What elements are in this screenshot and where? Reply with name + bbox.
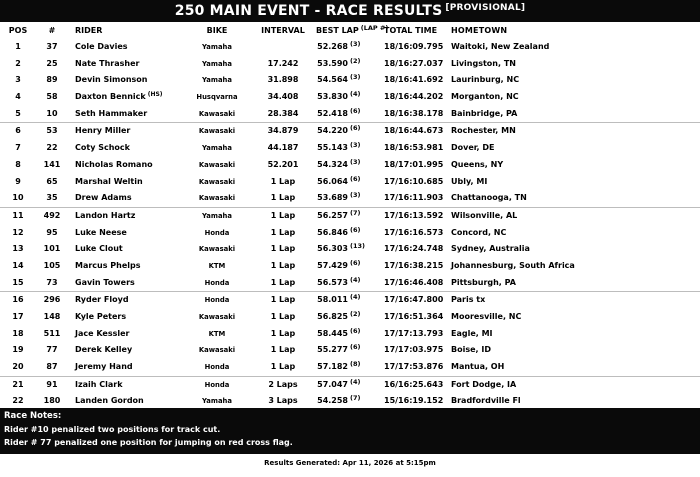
header-interval: INTERVAL	[261, 26, 305, 35]
bike-cell: Honda	[204, 363, 230, 372]
number-cell: 492	[43, 210, 61, 220]
hometown-cell: Mantua, OH	[451, 362, 505, 372]
results-generated: Results Generated: Apr 11, 2026 at 5:15pm	[264, 459, 436, 467]
pos-cell: 5	[15, 108, 21, 118]
pos-cell: 12	[12, 227, 24, 237]
pos-cell: 13	[12, 244, 24, 254]
interval-cell: 1 Lap	[270, 260, 296, 270]
bike-cell: Kawasaki	[198, 245, 236, 254]
best-lap-cell: 57.429 $^{(6)}$	[317, 258, 361, 270]
pos-cell: 15	[12, 277, 24, 287]
lap-number: (7)	[350, 394, 361, 403]
number-cell: 91	[46, 379, 58, 389]
race-notes	[0, 408, 700, 454]
rider-tag: (HS)	[147, 91, 163, 99]
bike-cell: Kawasaki	[198, 194, 236, 203]
interval-cell: 1 Lap	[270, 328, 296, 338]
rider-cell: Kyle Peters	[75, 312, 127, 321]
number-cell: 148	[43, 312, 61, 321]
best-lap-cell: 58.011 $^{(4)}$	[317, 293, 361, 305]
best-lap-cell: 52.268 $^{(3)}$	[317, 40, 361, 51]
number-cell: 65	[46, 176, 58, 186]
bike-cell: Kawasaki	[198, 313, 236, 321]
rider-cell: Jeremy Hand	[75, 362, 133, 372]
interval-cell: 1 Lap	[270, 244, 296, 254]
number-cell: 105	[43, 260, 61, 270]
total-time-cell: 17/16:13.592	[384, 210, 444, 220]
interval-cell: 3 Laps	[268, 396, 298, 406]
interval-cell: 2 Laps	[268, 379, 298, 389]
rider-cell: Landen Gordon	[75, 396, 144, 406]
hometown-cell: Concord, NC	[451, 227, 507, 237]
interval-cell: 52.201	[267, 159, 299, 169]
total-time-cell: 17/16:51.364	[384, 312, 444, 321]
lap-number: (3)	[350, 141, 361, 150]
table-row	[0, 225, 700, 242]
best-lap-cell: 54.324 $^{(3)}$	[317, 157, 361, 169]
pos-cell: 1	[15, 42, 21, 51]
lap-number: (6)	[350, 343, 361, 352]
bike-cell: Honda	[204, 380, 230, 389]
total-time-cell: 18/16:09.795	[384, 42, 444, 51]
hometown-cell: Rochester, MN	[451, 126, 516, 136]
pos-cell: 9	[15, 176, 21, 186]
header-rider: RIDER	[75, 26, 103, 35]
table-row	[0, 106, 700, 123]
number-cell: 511	[43, 328, 61, 338]
rider-cell: Nate Thrasher	[75, 58, 140, 68]
hometown-cell: Livingston, TN	[451, 58, 516, 68]
interval-cell: 1 Lap	[270, 277, 296, 287]
total-time-cell: 16/16:25.643	[384, 379, 444, 389]
hometown-cell: Sydney, Australia	[451, 244, 530, 254]
best-lap-cell: 57.047 $^{(4)}$	[317, 377, 361, 389]
number-cell: 87	[46, 362, 58, 372]
bike-cell: Honda	[204, 278, 230, 287]
table-row	[0, 174, 700, 191]
pos-cell: 3	[15, 75, 21, 85]
bike-cell: Yamaha	[202, 144, 232, 153]
best-lap-cell: 53.590 $^{(2)}$	[317, 56, 361, 68]
best-lap-cell: 56.825 $^{(2)}$	[317, 310, 361, 321]
total-time-cell: 17/16:47.800	[384, 295, 444, 305]
best-lap-cell: 54.220 $^{(6)}$	[317, 124, 361, 136]
best-lap-cell: 58.445 $^{(6)}$	[317, 326, 361, 338]
pos-cell: 22	[12, 396, 24, 406]
best-lap-cell: 56.303 $^{(13)}$	[317, 242, 365, 254]
number-cell: 141	[43, 159, 61, 169]
number-cell: 22	[46, 143, 58, 153]
pos-cell: 21	[12, 379, 24, 389]
bike-cell: KTM	[208, 329, 226, 338]
lap-number: (8)	[350, 360, 361, 369]
interval-cell: 28.384	[267, 108, 299, 118]
bike-cell: Yamaha	[202, 211, 232, 220]
best-lap-cell: 56.846 $^{(6)}$	[317, 225, 361, 237]
best-lap-cell: 56.064 $^{(6)}$	[317, 174, 361, 186]
hometown-cell: Eagle, MI	[451, 328, 493, 338]
number-cell: 77	[46, 345, 58, 355]
pos-cell: 20	[12, 362, 24, 372]
bike-cell: Honda	[204, 228, 230, 237]
hometown-cell: Queens, NY	[451, 159, 504, 169]
pos-cell: 14	[12, 260, 24, 270]
lap-number: (3)	[350, 191, 361, 200]
rider-cell: Ryder Floyd	[75, 295, 129, 305]
total-time-cell: 17/16:16.573	[384, 227, 444, 237]
pos-cell: 16	[12, 295, 24, 305]
best-lap-cell: 53.830 $^{(4)}$	[317, 90, 361, 102]
lap-number: (2)	[350, 56, 361, 65]
interval-cell: 31.898	[267, 75, 299, 85]
total-time-cell: 18/16:38.178	[384, 108, 444, 118]
hometown-cell: Boise, ID	[451, 345, 491, 355]
hometown-cell: Fort Dodge, IA	[451, 379, 517, 389]
table-row	[0, 207, 700, 225]
provisional-badge: [PROVISIONAL]	[445, 3, 526, 13]
table-row	[0, 376, 700, 394]
lap-number: (6)	[350, 326, 361, 335]
number-cell: 101	[43, 244, 61, 254]
rider-cell: Gavin Towers	[75, 277, 135, 287]
bike-cell: Kawasaki	[198, 160, 236, 169]
table-row	[0, 258, 700, 275]
bike-cell: Yamaha	[202, 76, 232, 85]
pos-cell: 8	[15, 159, 21, 169]
number-cell: 296	[43, 295, 61, 305]
rider-cell: Henry Miller	[75, 126, 131, 136]
table-row	[0, 359, 700, 376]
total-time-cell: 17/16:11.903	[384, 193, 444, 203]
rider-cell: Seth Hammaker	[75, 108, 148, 118]
hometown-cell: Morganton, NC	[451, 92, 519, 102]
pos-cell: 2	[15, 58, 21, 68]
rider-cell: Luke Clout	[75, 244, 123, 254]
hometown-cell: Johannesburg, South Africa	[451, 260, 575, 270]
best-lap-cell: 54.564 $^{(3)}$	[317, 73, 361, 85]
hometown-cell: Bainbridge, PA	[451, 108, 518, 118]
rider-cell: Cole Davies	[75, 42, 128, 51]
table-row	[0, 309, 700, 326]
table-row	[0, 140, 700, 157]
table-row	[0, 326, 700, 343]
lap-number: (4)	[350, 275, 361, 284]
pos-cell: 10	[12, 193, 24, 203]
rider-cell: Jace Kessler	[75, 328, 130, 338]
lap-number: (6)	[350, 225, 361, 234]
pos-cell: 19	[12, 345, 24, 355]
lap-number: (2)	[350, 310, 361, 318]
bike-cell: Honda	[204, 296, 230, 305]
best-lap-cell: 55.143 $^{(3)}$	[317, 141, 361, 153]
number-cell: 58	[46, 92, 58, 102]
table-row	[0, 157, 700, 174]
interval-cell: 1 Lap	[270, 227, 296, 237]
total-time-cell: 18/16:44.202	[384, 92, 444, 102]
interval-cell: 1 Lap	[270, 362, 296, 372]
table-row	[0, 72, 700, 89]
number-cell: 53	[46, 126, 58, 136]
interval-cell: 34.879	[267, 126, 299, 136]
bike-cell: Kawasaki	[198, 177, 236, 186]
pos-cell: 7	[15, 143, 21, 153]
table-row	[0, 275, 700, 292]
race-note: Rider #10 penalized two positions for track cut.	[4, 425, 221, 434]
table-header	[0, 22, 700, 39]
race-notes-title: Race Notes:	[4, 411, 62, 421]
total-time-cell: 17/17:03.975	[384, 345, 444, 355]
interval-cell: 34.408	[267, 92, 299, 102]
rider-cell: Derek Kelley	[75, 345, 133, 355]
rider-cell: Coty Schock	[75, 143, 130, 153]
total-time-cell: 15/16:19.152	[384, 396, 444, 406]
hometown-cell: Paris tx	[451, 295, 486, 305]
number-cell: 37	[46, 42, 58, 51]
total-time-cell: 18/16:41.692	[384, 75, 444, 85]
lap-number: (3)	[350, 73, 361, 82]
best-lap-cell: 56.257 $^{(7)}$	[317, 208, 361, 220]
hometown-cell: Chattanooga, TN	[451, 193, 527, 203]
number-cell: 73	[46, 277, 58, 287]
race-note: Rider # 77 penalized one position for jumping on red cross flag.	[4, 438, 293, 447]
page-title: 250 MAIN EVENT - RACE RESULTS	[174, 3, 443, 19]
best-lap-cell: 56.573 $^{(4)}$	[317, 275, 361, 287]
header-total-time: TOTAL TIME	[384, 26, 438, 35]
bike-cell: Yamaha	[202, 59, 232, 68]
header-best-lap: BEST LAP $^{(LAP \#)}$	[316, 24, 389, 35]
lap-number: (13)	[350, 242, 365, 251]
rider-cell: Marshal Weltin	[75, 176, 143, 186]
number-cell: 10	[46, 108, 58, 118]
title-bar	[0, 0, 700, 22]
number-cell: 180	[43, 396, 61, 406]
best-lap-cell: 55.277 $^{(6)}$	[317, 343, 361, 355]
table-row	[0, 56, 700, 73]
pos-cell: 11	[12, 210, 24, 220]
number-cell: 95	[46, 227, 58, 237]
rider-cell: Landon Hartz	[75, 210, 136, 220]
interval-cell: 1 Lap	[270, 345, 296, 355]
total-time-cell: 17/16:24.748	[384, 244, 444, 254]
table-row	[0, 190, 700, 207]
interval-cell: 1 Lap	[270, 312, 296, 321]
interval-cell: 1 Lap	[270, 210, 296, 220]
best-lap-cell: 52.418 $^{(6)}$	[317, 106, 361, 118]
lap-number: (4)	[350, 293, 361, 302]
hometown-cell: Dover, DE	[451, 143, 495, 153]
lap-number: (6)	[350, 106, 361, 115]
rider-cell: Daxton Bennick $^{(HS)}$	[75, 91, 163, 102]
rider-cell: Nicholas Romano	[75, 159, 153, 169]
pos-cell: 18	[12, 328, 24, 338]
rider-cell: Devin Simonson	[75, 75, 148, 85]
total-time-cell: 17/16:10.685	[384, 176, 444, 186]
rider-cell: Luke Neese	[75, 227, 127, 237]
total-time-cell: 17/16:38.215	[384, 260, 444, 270]
table-row	[0, 89, 700, 106]
hometown-cell: Mooresville, NC	[451, 312, 522, 321]
hometown-cell: Bradfordville Fl	[451, 396, 521, 406]
table-row	[0, 39, 700, 56]
total-time-cell: 17/16:46.408	[384, 277, 444, 287]
lap-number: (6)	[350, 124, 361, 133]
hometown-cell: Ubly, MI	[451, 176, 488, 186]
rider-cell: Drew Adams	[75, 193, 132, 203]
bike-cell: Yamaha	[202, 397, 232, 406]
interval-cell: 1 Lap	[270, 176, 296, 186]
lap-number: (6)	[350, 174, 361, 183]
bike-cell: Kawasaki	[198, 127, 236, 136]
header-bike: BIKE	[206, 26, 228, 35]
number-cell: 35	[46, 193, 58, 203]
lap-number: (3)	[350, 40, 361, 48]
number-cell: 89	[46, 75, 58, 85]
rider-cell: Marcus Phelps	[75, 260, 141, 270]
pos-cell: 17	[12, 312, 24, 321]
total-time-cell: 18/16:53.981	[384, 143, 444, 153]
bike-cell: Kawasaki	[198, 109, 236, 118]
rider-cell: Izaih Clark	[75, 379, 123, 389]
hometown-cell: Laurinburg, NC	[451, 75, 520, 85]
total-time-cell: 18/16:27.037	[384, 58, 444, 68]
hometown-cell: Pittsburgh, PA	[451, 277, 516, 287]
hometown-cell: Waitoki, New Zealand	[451, 42, 550, 51]
lap-number: (7)	[350, 208, 361, 217]
total-time-cell: 18/16:44.673	[384, 126, 444, 136]
best-lap-cell: 53.689 $^{(3)}$	[317, 191, 361, 203]
table-row	[0, 122, 700, 140]
interval-cell: 44.187	[267, 143, 299, 153]
number-cell: 25	[46, 58, 58, 68]
pos-cell: 6	[15, 126, 21, 136]
lap-number: (4)	[350, 90, 361, 99]
pos-cell: 4	[15, 92, 21, 102]
interval-cell: 1 Lap	[270, 295, 296, 305]
best-lap-cell: 57.182 $^{(8)}$	[317, 360, 361, 372]
total-time-cell: 17/17:13.793	[384, 328, 444, 338]
header-hometown: HOMETOWN	[451, 26, 508, 35]
total-time-cell: 18/17:01.995	[384, 159, 444, 169]
total-time-cell: 17/17:53.876	[384, 362, 444, 372]
table-row	[0, 241, 700, 258]
table-row	[0, 291, 700, 309]
bike-cell: Husqvarna	[196, 93, 238, 102]
interval-cell: 1 Lap	[270, 193, 296, 203]
lap-number: (3)	[350, 157, 361, 166]
bike-cell: KTM	[208, 261, 226, 270]
results-table	[0, 39, 700, 410]
bike-cell: Kawasaki	[198, 346, 236, 355]
bike-cell: Yamaha	[202, 43, 232, 51]
table-row	[0, 342, 700, 359]
lap-number: (6)	[350, 258, 361, 267]
hometown-cell: Wilsonville, AL	[451, 210, 518, 220]
lap-number: (4)	[350, 377, 361, 386]
header-lap-number: (LAP #)	[360, 24, 389, 32]
interval-cell: 17.242	[267, 58, 299, 68]
best-lap-cell: 54.258 $^{(7)}$	[317, 394, 361, 406]
header-pos: POS	[8, 26, 28, 35]
header-number: #	[48, 26, 56, 35]
